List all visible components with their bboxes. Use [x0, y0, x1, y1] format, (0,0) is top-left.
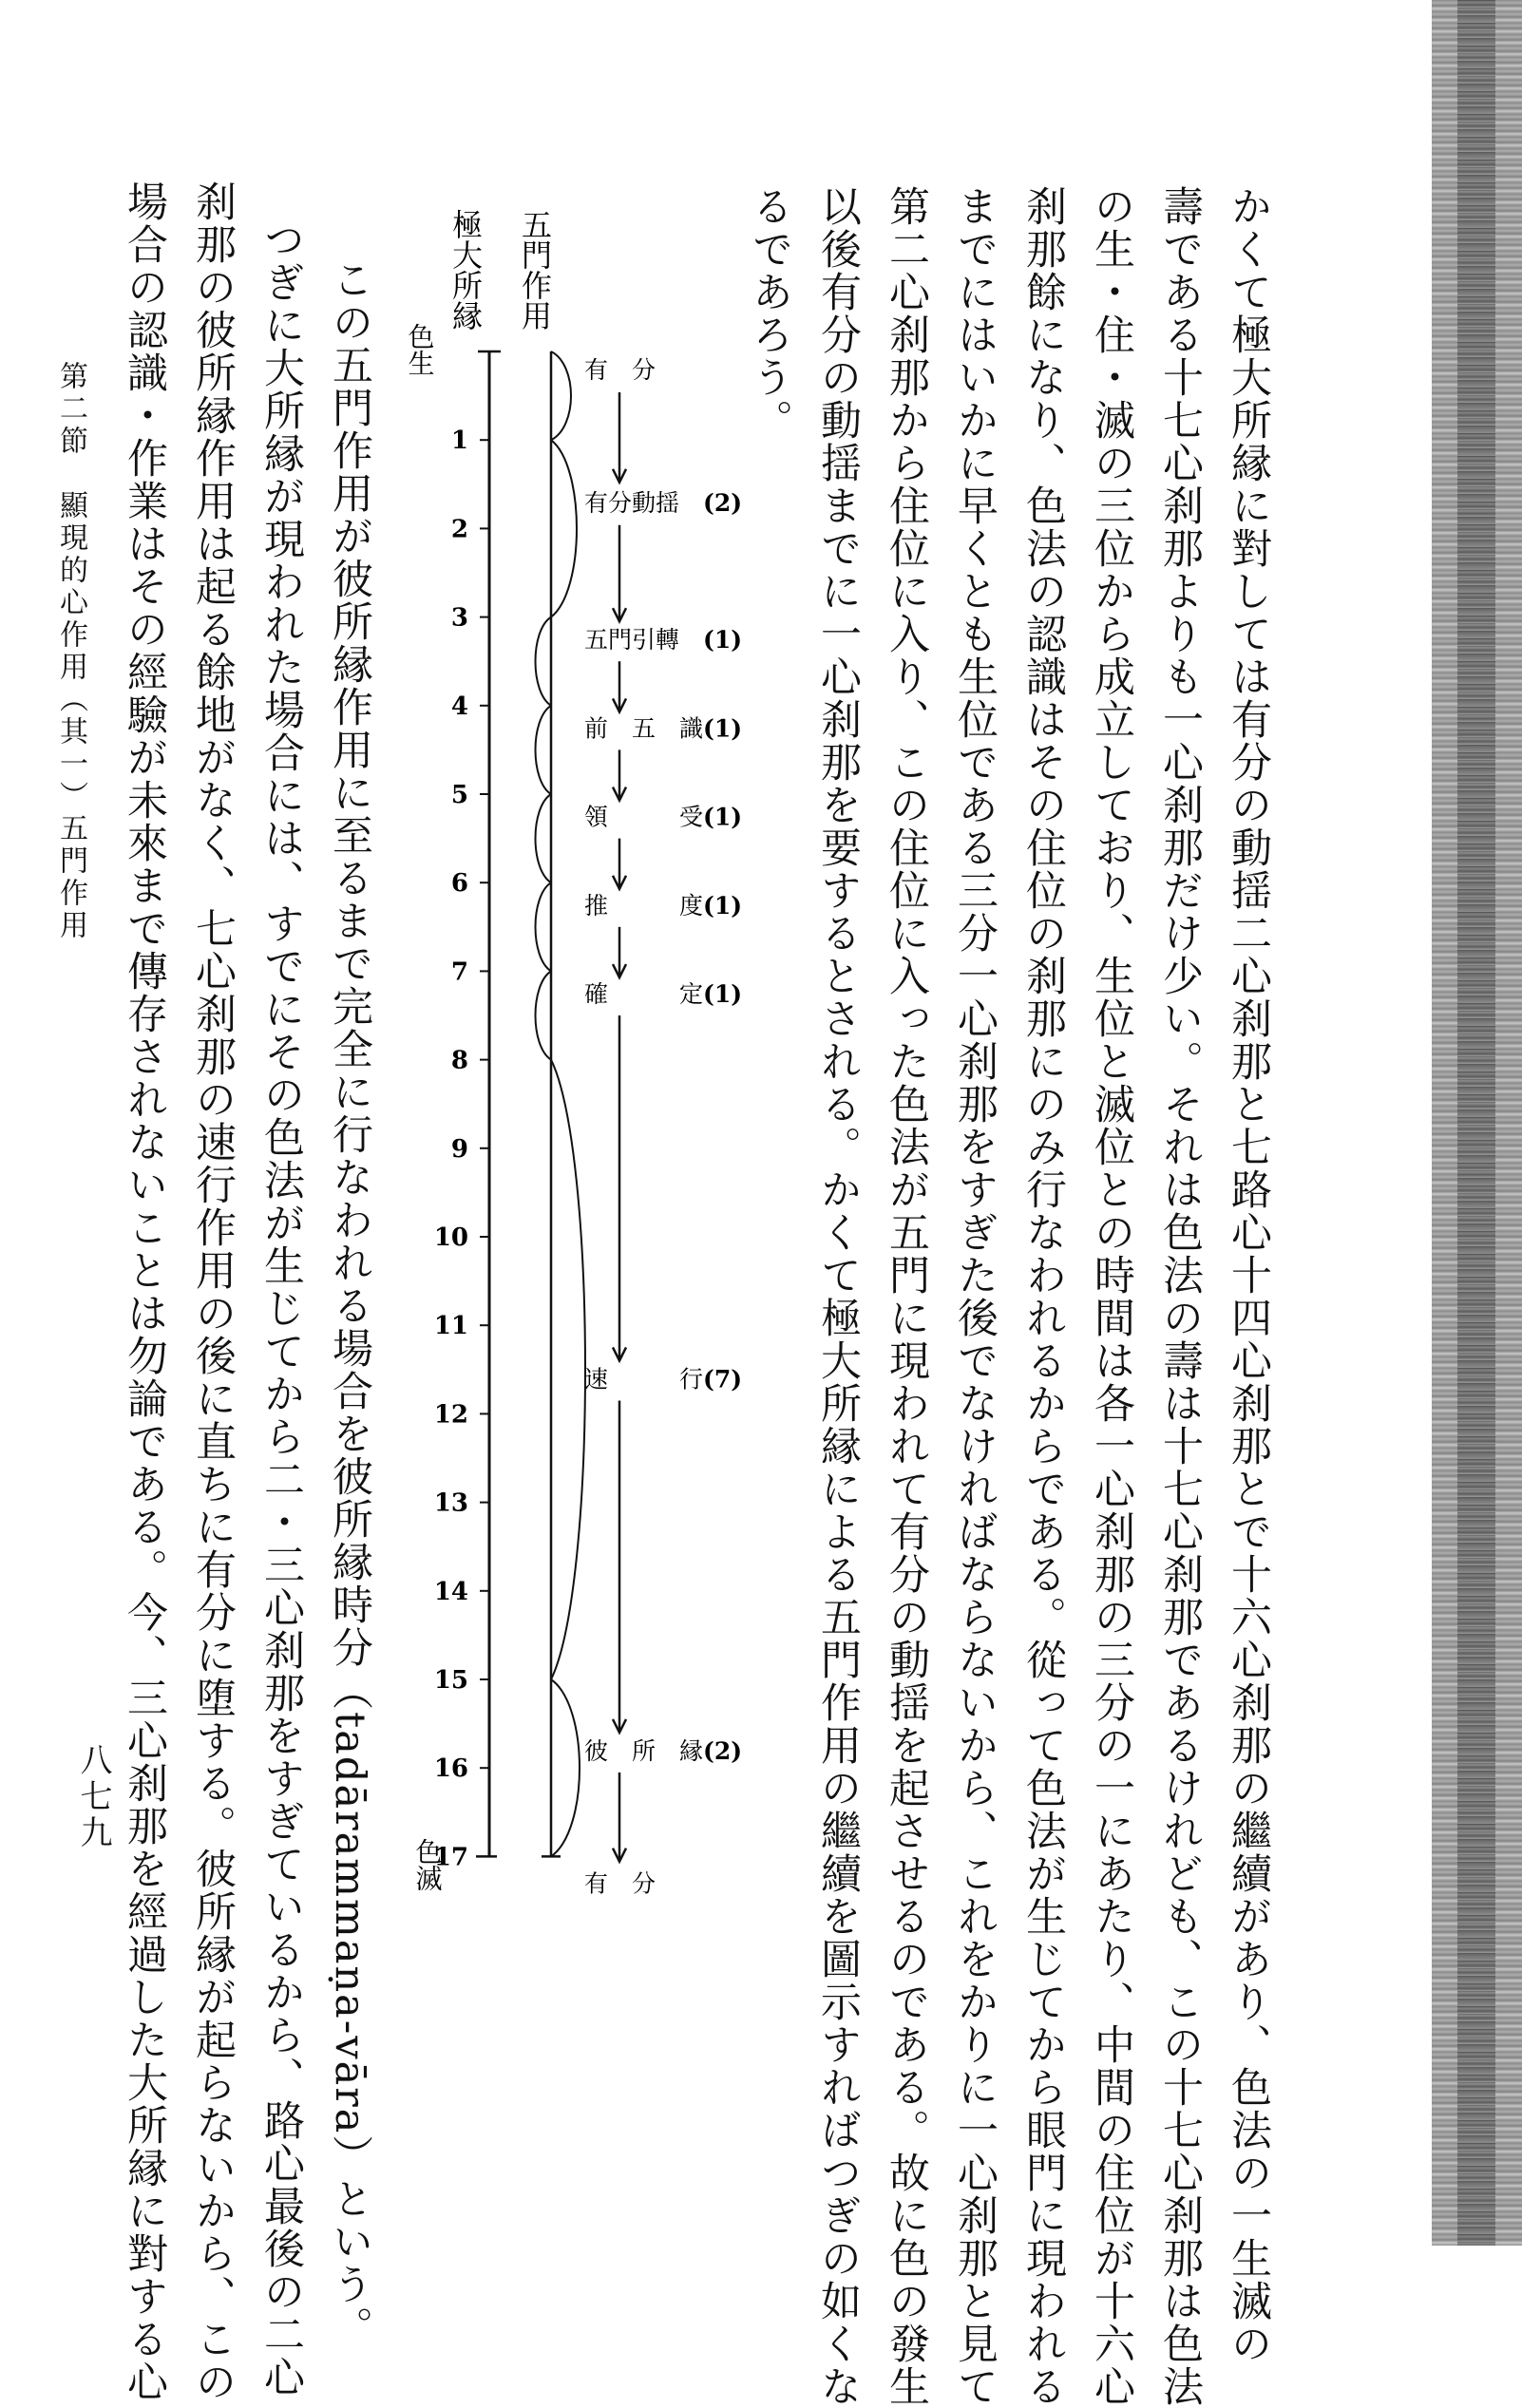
- section-running-head: 第二節 顯現的心作用（其一）五門作用: [54, 361, 87, 942]
- tick-label: 6: [450, 869, 468, 899]
- tick-label: 12: [433, 1400, 468, 1430]
- text-column: 以後有分の動揺までに一心刹那を要するとされる。かくて極大所縁による五門作用の繼續を圖示すればつぎの如くな: [814, 185, 862, 2408]
- moment-arc: [551, 1679, 580, 1856]
- process-step-label: 有 分: [584, 1869, 656, 1898]
- tick-label: 7: [450, 958, 468, 987]
- process-step-label: 彼 所 縁: [584, 1736, 704, 1765]
- tick-label: 15: [433, 1666, 468, 1695]
- column-label-gokudai: 極大所縁: [447, 209, 484, 331]
- tick-label: 11: [433, 1312, 468, 1341]
- process-step-count: (7): [703, 1365, 743, 1394]
- scan-edge-shadow-inner: [1457, 0, 1495, 2246]
- process-step-count: (1): [703, 714, 743, 743]
- text-column: 刹那餘になり、色法の認識はその住位の刹那にのみ行なわれるからである。從って色法が生じてから眼門に現われる: [1019, 185, 1067, 2408]
- moment-arc: [536, 882, 552, 971]
- process-step-label: 有分動揺: [584, 488, 680, 517]
- process-step-count: (1): [703, 891, 743, 920]
- text-column: の生・住・滅の三位から成立しており、生位と滅位との時間は各一心刹那の三分の一にあたり、中間の住位が十六心: [1088, 185, 1135, 2408]
- process-step-label: 前 五 識: [584, 714, 704, 743]
- process-step-label: 五門引轉: [584, 626, 680, 654]
- tick-label: 16: [433, 1754, 468, 1784]
- page-number: 八七九: [74, 1743, 112, 1851]
- text-column: 壽である十七心刹那よりも一心刹那だけ少い。それは色法の壽は十七心刹那であるけれども、この十七心刹那は色法: [1156, 185, 1204, 2408]
- process-step-label: 領 受: [584, 803, 704, 831]
- tick-label: 10: [433, 1223, 468, 1252]
- text-column: るであろう。: [746, 185, 793, 442]
- text-column: 刹那の彼所縁作用は起る餘地がなく、七心刹那の速行作用の後に直ちに有分に堕する。彼所縁が起らないから、この: [189, 180, 237, 2403]
- process-step-count: (1): [703, 803, 743, 831]
- color-arise-label: 色生: [404, 323, 436, 376]
- tick-label: 8: [450, 1046, 468, 1075]
- process-step-count: (1): [703, 626, 743, 654]
- moment-arc: [551, 440, 577, 616]
- process-step-count: (2): [703, 1736, 743, 1765]
- text-column: までにはいかに早くとも生位である三分一心刹那をすぎた後でなければならないから、これをかりに一心刹那と見て: [951, 185, 999, 2408]
- tick-label: 17: [433, 1843, 468, 1872]
- process-step-label: 有 分: [584, 355, 656, 384]
- tick-label: 3: [450, 603, 468, 633]
- text-column: 第二心刹那から住位に入り、この住位に入った色法が五門に現われて有分の動揺を起させるのである。故に色の發生: [883, 185, 930, 2408]
- column-label-gomon: 五門作用: [517, 209, 553, 331]
- tick-label: 4: [450, 692, 468, 721]
- text-column: この五門作用が彼所縁作用に至るまで完全に行なわれる場合を彼所縁時分（tadārammaṇa-vāra）という。: [326, 258, 373, 2349]
- process-step-label: 確 定: [584, 980, 704, 1009]
- process-step-count: (1): [703, 980, 743, 1009]
- moment-arc: [536, 617, 552, 706]
- tick-label: 1: [450, 427, 468, 456]
- gomon-diagram: [399, 199, 760, 1947]
- process-step-count: (2): [703, 488, 743, 517]
- moment-arc: [551, 1060, 585, 1679]
- process-step-label: 推 度: [584, 891, 704, 920]
- tick-label: 14: [433, 1577, 468, 1606]
- color-cease-label: 色滅: [411, 1838, 444, 1891]
- moment-arc: [536, 971, 552, 1059]
- text-column: かくて極大所縁に對しては有分の動揺二心刹那と七路心十四心刹那とで十六心刹那の繼續があり、色法の一生滅の: [1225, 185, 1272, 2365]
- moment-arc: [551, 351, 571, 440]
- tick-label: 5: [450, 781, 468, 809]
- tick-label: 2: [450, 515, 468, 544]
- tick-label: 9: [450, 1134, 468, 1164]
- tick-label: 13: [433, 1488, 468, 1518]
- text-column: 場合の認識・作業はその經驗が未來まで傳存されないことは勿論である。今、三心刹那を經過した大所縁に對する心: [121, 180, 168, 2403]
- process-step-label: 速 行: [584, 1365, 704, 1394]
- moment-arc: [536, 706, 552, 794]
- moment-arc: [536, 794, 552, 882]
- text-column: つぎに大所縁が現われた場合には、すでにその色法が生じてから二・三心刹那をすぎているから、路心最後の二心: [257, 218, 305, 2399]
